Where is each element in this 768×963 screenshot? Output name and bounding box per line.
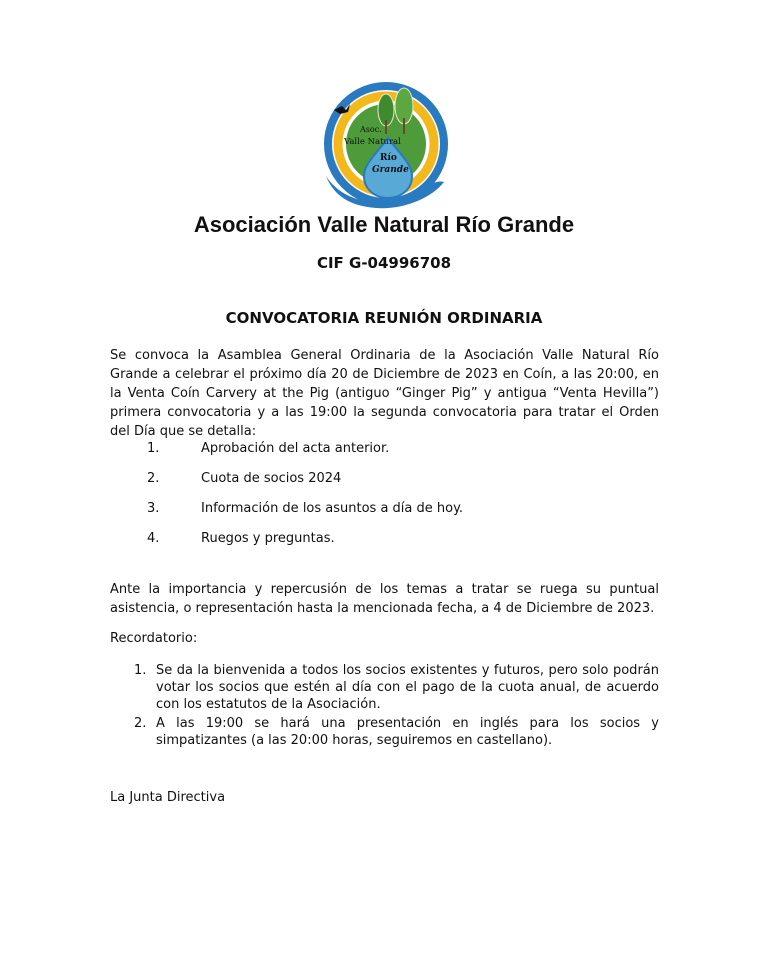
reminder-number: 1. <box>134 663 147 678</box>
agenda-list <box>110 439 659 559</box>
agenda-text: Aprobación del acta anterior. <box>201 441 390 456</box>
logo-text-grande: Grande <box>372 165 409 175</box>
agenda-number: 1. <box>147 441 160 456</box>
agenda-number: 2. <box>147 471 160 486</box>
agenda-text: Cuota de socios 2024 <box>201 471 342 486</box>
list-item <box>110 529 659 559</box>
agenda-number: 3. <box>147 501 160 516</box>
association-logo <box>320 80 450 212</box>
organization-name: Asociación Valle Natural Río Grande <box>193 212 575 237</box>
agenda-text: Ruegos y preguntas. <box>201 531 335 546</box>
list-item <box>110 469 659 499</box>
list-item <box>110 439 659 469</box>
intro-paragraph: Se convoca la Asamblea General Ordinaria de la Asociación Valle Natural Río Grande a celebrar el próximo día 20 de Diciembre de 2023 en Coín, a las 20:00, en la Venta Coín Carvery at the Pig (antiguo “Ginger Pig” y antigua “Venta Hevilla”) primera convocatoria y a las 19:00 la segunda convocatoria para tratar el Orden del Día que se detalla: <box>110 348 659 439</box>
closing-paragraph: Ante la importancia y repercusión de los temas a tratar se ruega su puntual asistencia, o representación hasta la mencionada fecha, a 4 de Diciembre de 2023. <box>110 582 659 616</box>
logo-text-asoc: Asoc. <box>360 125 382 134</box>
list-item <box>110 715 659 749</box>
reminder-list <box>110 662 659 751</box>
reminder-heading: Recordatorio: <box>110 631 198 646</box>
reminder-text: A las 19:00 se hará una presentación en inglés para los socios y simpatizantes (a las 20:00 horas, seguiremos en castellano). <box>156 716 659 748</box>
cif-number: CIF G-04996708 <box>316 254 452 272</box>
document-heading: CONVOCATORIA REUNIÓN ORDINARIA <box>225 309 543 327</box>
logo-text-rio: Río <box>380 153 397 163</box>
reminder-number: 2. <box>134 716 147 731</box>
logo-text-valle: Valle Natural <box>344 137 401 147</box>
signature: La Junta Directiva <box>110 790 226 805</box>
list-item <box>110 499 659 529</box>
reminder-text: Se da la bienvenida a todos los socios existentes y futuros, pero solo podrán votar los socios que estén al día con el pago de la cuota anual, de acuerdo con los estatutos de la Asociación. <box>156 663 659 712</box>
agenda-text: Información de los asuntos a día de hoy. <box>201 501 464 516</box>
list-item <box>110 662 659 713</box>
agenda-number: 4. <box>147 531 160 546</box>
